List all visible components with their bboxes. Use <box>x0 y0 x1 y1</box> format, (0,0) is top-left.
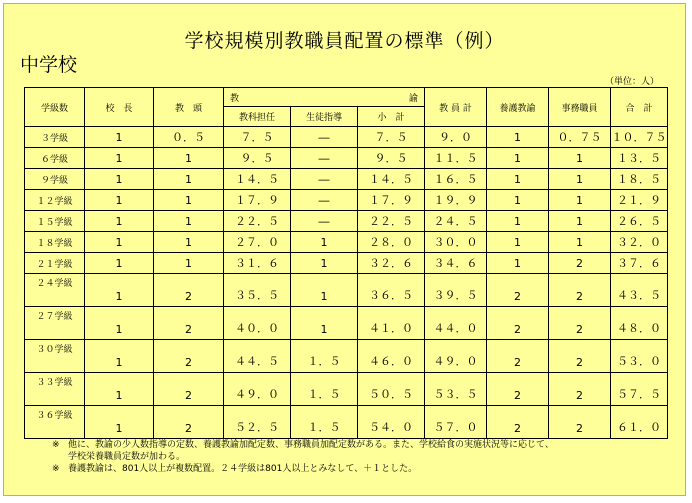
cell-clerk: ０．７５ <box>549 127 611 148</box>
cell-subtotal: １７．９ <box>358 190 425 211</box>
staffing-table <box>24 87 668 439</box>
cell-nurse: 2 <box>487 373 549 406</box>
cell-subtotal: ５０．５ <box>358 373 425 406</box>
footnotes <box>52 439 662 475</box>
cell-principal: 1 <box>85 406 154 439</box>
cell-grade: １５学級 <box>25 211 85 232</box>
footnote-2-text: 養護教諭は、801人以上が複数配置。２４学級は801人以上とみなして、＋１とした。 <box>68 464 418 474</box>
cell-principal: 1 <box>85 307 154 340</box>
header-grade: 学級数 <box>25 88 85 127</box>
cell-nurse: 2 <box>487 274 549 307</box>
cell-staff-total: １６．５ <box>425 169 487 190</box>
cell-staff-total: ４４．０ <box>425 307 487 340</box>
cell-staff-total: ３９．５ <box>425 274 487 307</box>
cell-staff-total: ２４．５ <box>425 211 487 232</box>
cell-grade: ２７学級 <box>25 307 85 340</box>
cell-vice-principal: 2 <box>154 373 224 406</box>
cell-guidance: ― <box>291 211 358 232</box>
cell-guidance: 1 <box>291 253 358 274</box>
header-teachers-group <box>224 88 425 107</box>
cell-total: ５３．０ <box>611 340 668 373</box>
cell-subtotal: ５４．０ <box>358 406 425 439</box>
header-subject-teacher: 教科担任 <box>224 107 291 127</box>
cell-staff-total: ３４．６ <box>425 253 487 274</box>
cell-nurse: 1 <box>487 127 549 148</box>
cell-guidance: １．５ <box>291 373 358 406</box>
cell-vice-principal: 1 <box>154 232 224 253</box>
cell-subject-teacher: ５２．５ <box>224 406 291 439</box>
footnote-mark: ※ <box>52 464 60 474</box>
cell-subject-teacher: ３１．６ <box>224 253 291 274</box>
cell-principal: 1 <box>85 169 154 190</box>
cell-guidance: １．５ <box>291 340 358 373</box>
cell-vice-principal: 1 <box>154 211 224 232</box>
cell-subject-teacher: １７．９ <box>224 190 291 211</box>
footnote-2 <box>52 463 662 475</box>
cell-grade: １２学級 <box>25 190 85 211</box>
cell-nurse: 2 <box>487 340 549 373</box>
cell-subtotal: ２８．０ <box>358 232 425 253</box>
header-teachers-right: 諭 <box>408 93 418 104</box>
cell-subtotal: ９．５ <box>358 148 425 169</box>
cell-grade: １８学級 <box>25 232 85 253</box>
cell-clerk: 2 <box>549 253 611 274</box>
table-row <box>25 406 668 439</box>
cell-nurse: 2 <box>487 307 549 340</box>
cell-subtotal: ３６．５ <box>358 274 425 307</box>
cell-total: １０．７５ <box>611 127 668 148</box>
cell-staff-total: １９．９ <box>425 190 487 211</box>
cell-principal: 1 <box>85 190 154 211</box>
table-row <box>25 232 668 253</box>
cell-grade: ６学級 <box>25 148 85 169</box>
cell-subtotal: ４６．０ <box>358 340 425 373</box>
cell-subject-teacher: ２７．０ <box>224 232 291 253</box>
cell-subtotal: １４．５ <box>358 169 425 190</box>
header-teachers-left: 教 <box>230 93 240 104</box>
cell-clerk: 2 <box>549 274 611 307</box>
cell-total: ５７．５ <box>611 373 668 406</box>
cell-staff-total: ４９．０ <box>425 340 487 373</box>
cell-total: ４８．０ <box>611 307 668 340</box>
cell-nurse: 1 <box>487 211 549 232</box>
header-clerk: 事務職員 <box>549 88 611 127</box>
cell-staff-total: ５７．０ <box>425 406 487 439</box>
header-nurse: 養護教諭 <box>487 88 549 127</box>
cell-principal: 1 <box>85 148 154 169</box>
cell-total: ３７．６ <box>611 253 668 274</box>
cell-subject-teacher: ４９．０ <box>224 373 291 406</box>
footnote-mark: ※ <box>52 440 60 450</box>
cell-vice-principal: 1 <box>154 169 224 190</box>
table-row <box>25 148 668 169</box>
cell-subject-teacher: ９．５ <box>224 148 291 169</box>
cell-vice-principal: 2 <box>154 274 224 307</box>
cell-principal: 1 <box>85 274 154 307</box>
cell-clerk: 2 <box>549 340 611 373</box>
cell-vice-principal: 2 <box>154 307 224 340</box>
cell-staff-total: ５３．５ <box>425 373 487 406</box>
table-row <box>25 127 668 148</box>
cell-staff-total: １１．５ <box>425 148 487 169</box>
cell-principal: 1 <box>85 232 154 253</box>
cell-grade: ３学級 <box>25 127 85 148</box>
header-principal: 校 長 <box>85 88 154 127</box>
cell-subject-teacher: １４．５ <box>224 169 291 190</box>
table-body <box>25 127 668 439</box>
cell-grade: ９学級 <box>25 169 85 190</box>
cell-vice-principal: 2 <box>154 340 224 373</box>
cell-clerk: 1 <box>549 190 611 211</box>
document-page <box>3 3 686 496</box>
cell-guidance: ― <box>291 190 358 211</box>
cell-guidance: 1 <box>291 307 358 340</box>
cell-total: ３２．０ <box>611 232 668 253</box>
cell-grade: ２４学級 <box>25 274 85 307</box>
cell-nurse: 1 <box>487 232 549 253</box>
page-title: 学校規模別教職員配置の標準（例） <box>184 30 505 52</box>
cell-vice-principal: ０．５ <box>154 127 224 148</box>
cell-nurse: 1 <box>487 190 549 211</box>
cell-grade: ３０学級 <box>25 340 85 373</box>
cell-principal: 1 <box>85 211 154 232</box>
cell-total: １３．５ <box>611 148 668 169</box>
cell-nurse: 1 <box>487 148 549 169</box>
header-vice-principal: 教 頭 <box>154 88 224 127</box>
header-guidance: 生徒指導 <box>291 107 358 127</box>
cell-principal: 1 <box>85 253 154 274</box>
school-type-heading: 中学校 <box>20 54 78 76</box>
cell-grade: ２１学級 <box>25 253 85 274</box>
table-row <box>25 253 668 274</box>
cell-principal: 1 <box>85 340 154 373</box>
header-subtotal: 小 計 <box>358 107 425 127</box>
cell-grade: ３３学級 <box>25 373 85 406</box>
cell-staff-total: ３０．０ <box>425 232 487 253</box>
cell-nurse: 1 <box>487 169 549 190</box>
table-row <box>25 169 668 190</box>
cell-principal: 1 <box>85 127 154 148</box>
table-row <box>25 373 668 406</box>
cell-total: ４３．５ <box>611 274 668 307</box>
footnote-1-continuation: 学校栄養職員定数が加わる。 <box>68 452 186 462</box>
cell-subject-teacher: ２２．５ <box>224 211 291 232</box>
cell-subject-teacher: ４４．５ <box>224 340 291 373</box>
table-row <box>25 211 668 232</box>
cell-vice-principal: 1 <box>154 190 224 211</box>
cell-clerk: 2 <box>549 373 611 406</box>
cell-guidance: ― <box>291 148 358 169</box>
table-row <box>25 190 668 211</box>
cell-principal: 1 <box>85 373 154 406</box>
cell-vice-principal: 1 <box>154 148 224 169</box>
footnote-1 <box>52 439 662 451</box>
cell-guidance: ― <box>291 169 358 190</box>
cell-total: ２１．９ <box>611 190 668 211</box>
cell-total: １８．５ <box>611 169 668 190</box>
cell-guidance: ― <box>291 127 358 148</box>
table-row <box>25 307 668 340</box>
table-row <box>25 340 668 373</box>
header-total: 合 計 <box>611 88 668 127</box>
cell-clerk: 1 <box>549 211 611 232</box>
cell-subtotal: ４１．０ <box>358 307 425 340</box>
cell-guidance: １．５ <box>291 406 358 439</box>
cell-subject-teacher: ４０．０ <box>224 307 291 340</box>
cell-clerk: 1 <box>549 148 611 169</box>
unit-label: （単位：人） <box>604 77 659 87</box>
table-row <box>25 274 668 307</box>
cell-staff-total: ９．０ <box>425 127 487 148</box>
cell-grade: ３６学級 <box>25 406 85 439</box>
cell-clerk: 1 <box>549 232 611 253</box>
cell-subtotal: ７．５ <box>358 127 425 148</box>
footnote-1-text: 他に、教諭の少人数指導の定数、養護教諭加配定数、事務職員加配定数がある。また、学校給食の実施状況等に応じて、 <box>68 440 554 450</box>
cell-subject-teacher: ７．５ <box>224 127 291 148</box>
cell-clerk: 2 <box>549 307 611 340</box>
cell-vice-principal: 2 <box>154 406 224 439</box>
cell-total: ２６．５ <box>611 211 668 232</box>
cell-subtotal: ２２．５ <box>358 211 425 232</box>
cell-vice-principal: 1 <box>154 253 224 274</box>
cell-subject-teacher: ３５．５ <box>224 274 291 307</box>
cell-clerk: 1 <box>549 169 611 190</box>
cell-guidance: 1 <box>291 274 358 307</box>
cell-nurse: 2 <box>487 406 549 439</box>
header-row <box>25 88 668 107</box>
cell-subtotal: ３２．６ <box>358 253 425 274</box>
cell-clerk: 2 <box>549 406 611 439</box>
cell-guidance: 1 <box>291 232 358 253</box>
cell-total: ６１．０ <box>611 406 668 439</box>
cell-nurse: 1 <box>487 253 549 274</box>
header-staff-total: 教 員 計 <box>425 88 487 127</box>
